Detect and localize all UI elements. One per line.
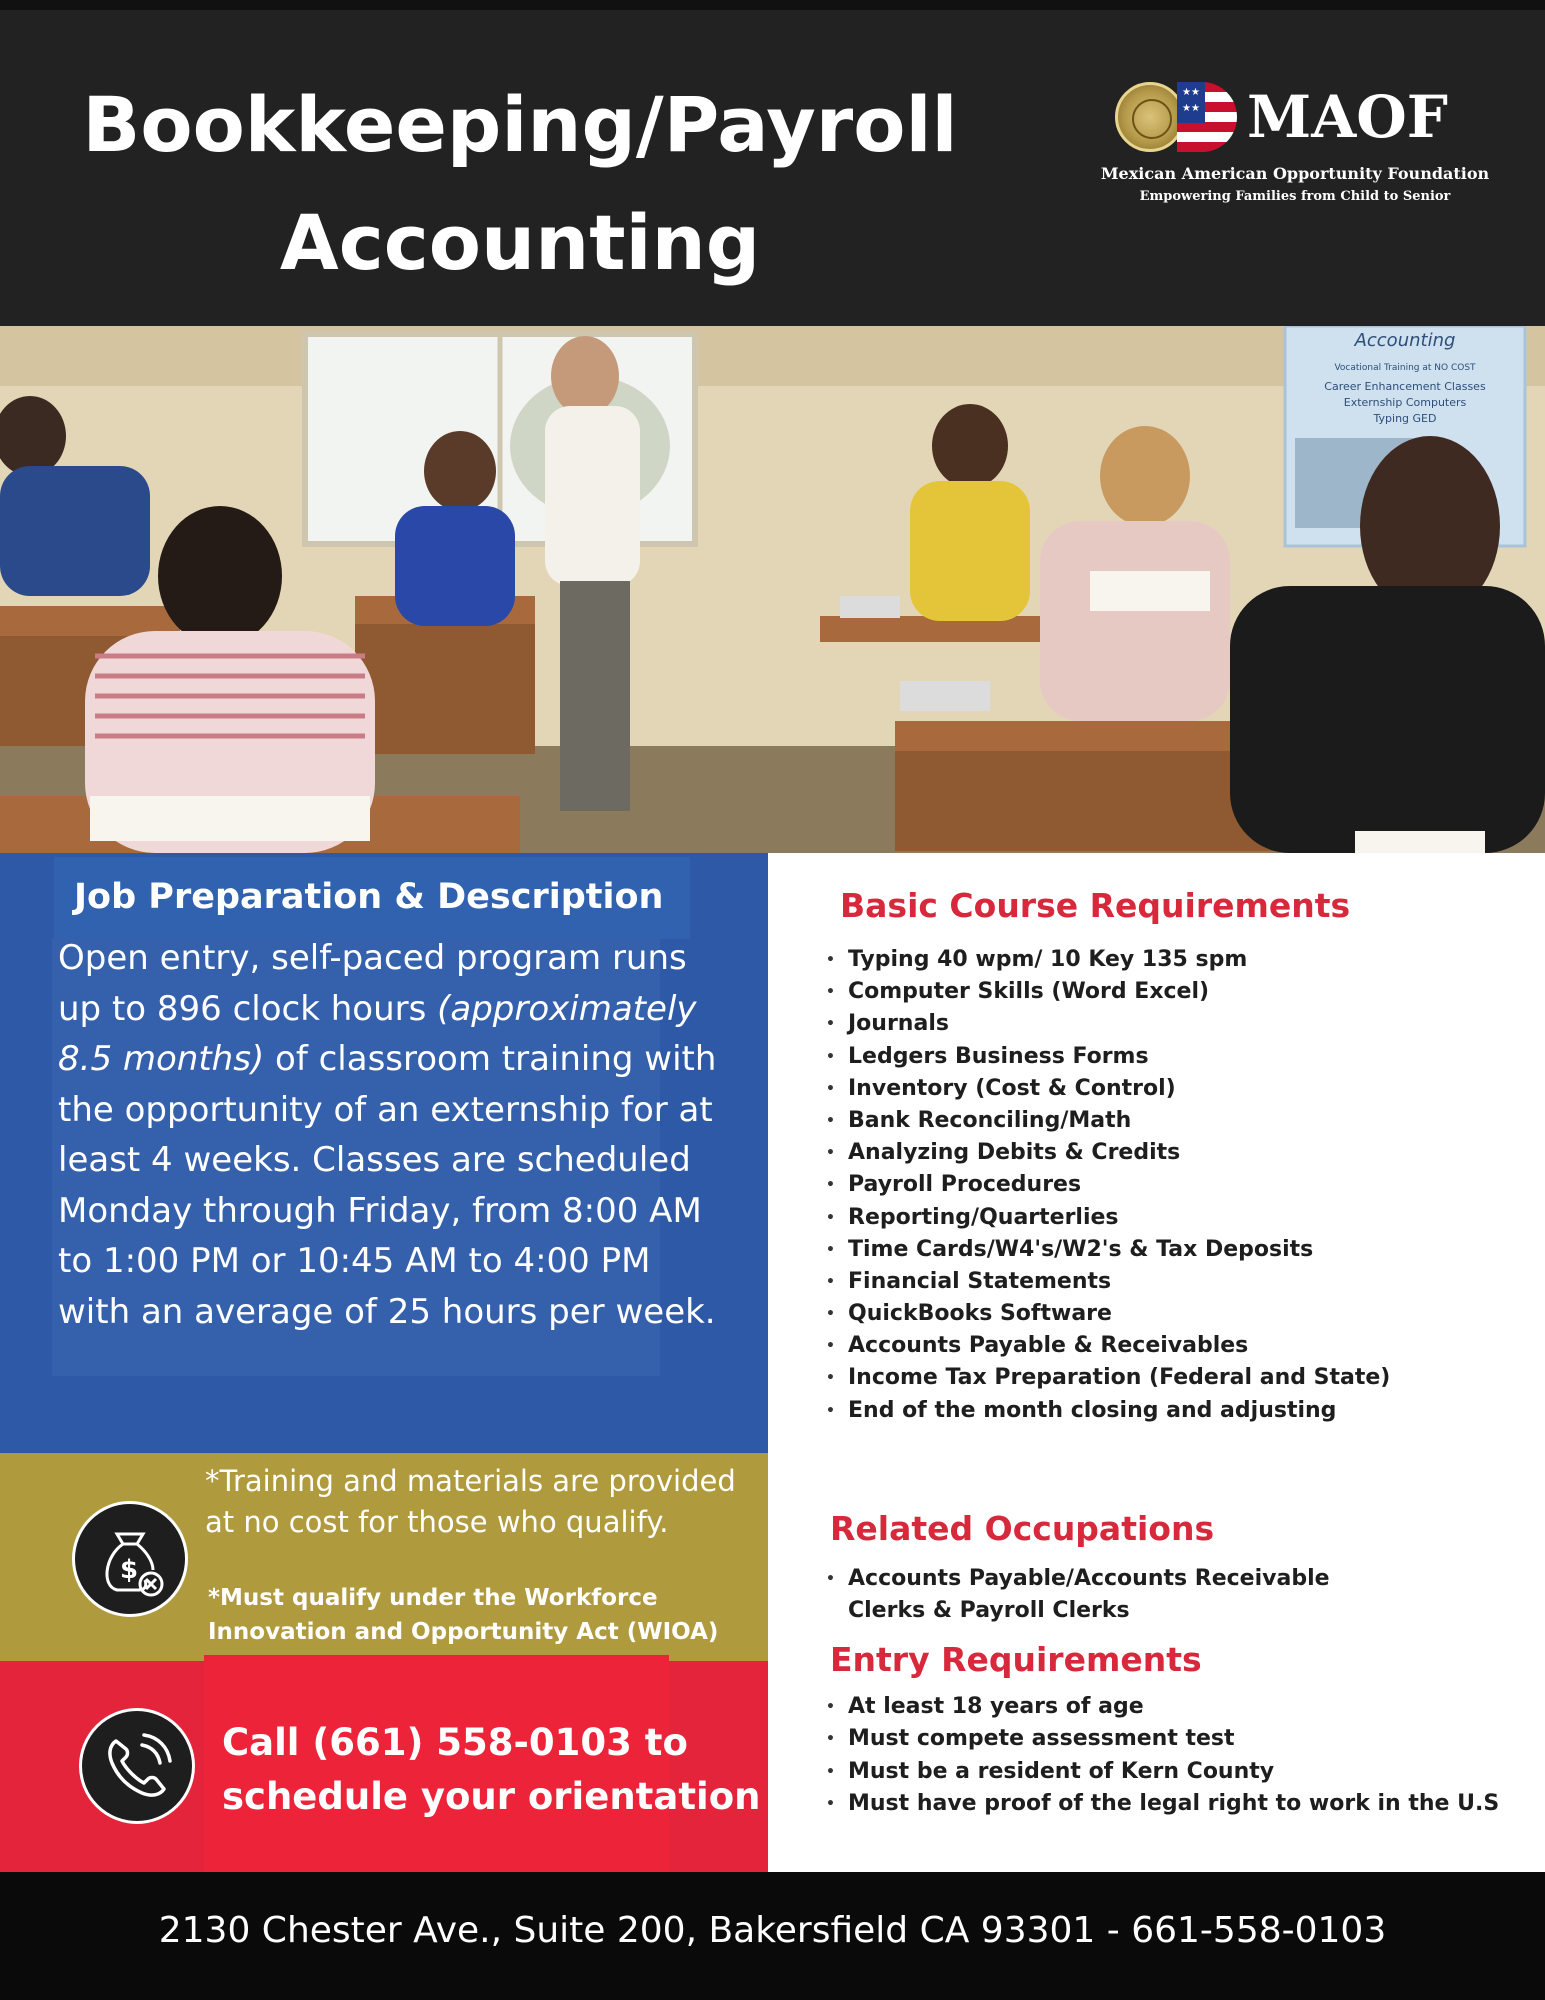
list-item (826, 1563, 1526, 1627)
photo-banner-line-1: Vocational Training at NO COST (1334, 363, 1476, 373)
list-item: • Must compete assessment test (826, 1724, 1526, 1756)
list-item: • QuickBooks Software (826, 1299, 1526, 1331)
list-item: • Payroll Procedures (826, 1170, 1526, 1202)
list-item: • Must be a resident of Kern County (826, 1757, 1526, 1789)
course-requirements-title: Basic Course Requirements (840, 886, 1351, 925)
page-title (40, 66, 1000, 302)
logo-tagline: Empowering Families from Child to Senior (1139, 189, 1451, 204)
job-text-part-1: Open entry, self-paced program runs up to 896 clock hours (58, 938, 687, 1029)
list-item: • At least 18 years of age (826, 1692, 1526, 1724)
course-requirements-list (826, 945, 1526, 1428)
photo-banner-line-3: Externship Computers (1343, 396, 1467, 409)
title-line-2: Accounting (279, 198, 761, 287)
wioa-note: *Must qualify under the Workforce Innovation and Opportunity Act (WIOA) (208, 1585, 719, 1645)
call-line-2: schedule your orientation (222, 1775, 761, 1818)
classroom-photo-illustration (0, 326, 1545, 853)
maof-logo (1085, 78, 1505, 218)
list-item: • Accounts Payable & Receivables (826, 1331, 1526, 1363)
list-item: • Must have proof of the legal right to work in the U.S (826, 1789, 1526, 1821)
list-item: • Inventory (Cost & Control) (826, 1074, 1526, 1106)
job-text-italic: (approximately 8.5 months) (58, 988, 697, 1079)
cost-text: *Training and materials are provided at no cost for those who qualify. (205, 1464, 736, 1539)
list-item: • Ledgers Business Forms (826, 1042, 1526, 1074)
entry-requirements-title: Entry Requirements (830, 1640, 1202, 1679)
list-item: • Financial Statements (826, 1267, 1526, 1299)
phone-icon (79, 1708, 195, 1824)
logo-org-name: Mexican American Opportunity Foundation (1100, 164, 1490, 183)
photo-banner-line-4: Typing GED (1373, 412, 1437, 425)
list-item: • Reporting/Quarterlies (826, 1203, 1526, 1235)
occupation-line-1: • Accounts Payable/Accounts Receivable (848, 1566, 1330, 1591)
list-item: • Typing 40 wpm/ 10 Key 135 spm (826, 945, 1526, 977)
flag-icon (1177, 82, 1237, 152)
job-text-part-2: of classroom training with the opportunity of an externship for at least 4 weeks. Classes are scheduled Monday through Friday, from 8:00 AM to 1:00 PM or 10:45 AM to 4:00 PM with an average of 25 hours per week. (58, 1039, 717, 1332)
call-to-action (222, 1716, 762, 1824)
logo-name: MAOF (1247, 83, 1448, 151)
list-item: • Analyzing Debits & Credits (826, 1138, 1526, 1170)
job-heading: Job Preparation & Description (74, 877, 664, 917)
related-occupations-title: Related Occupations (830, 1509, 1215, 1548)
seal-icon (1115, 82, 1185, 152)
footer-address: 2130 Chester Ave., Suite 200, Bakersfield CA 93301 - 661-558-0103 (158, 1910, 1387, 1951)
occupation-line-2: Clerks & Payroll Clerks (848, 1598, 1130, 1623)
list-item: • Journals (826, 1009, 1526, 1041)
list-item: • Time Cards/W4's/W2's & Tax Deposits (826, 1235, 1526, 1267)
photo-banner-title: Accounting (1354, 330, 1456, 351)
entry-requirements-list (826, 1692, 1526, 1822)
money-bag-icon (72, 1501, 188, 1617)
related-occupations-list (826, 1563, 1526, 1627)
list-item: • End of the month closing and adjusting (826, 1396, 1526, 1428)
list-item: • Computer Skills (Word Excel) (826, 977, 1526, 1009)
svg-text:$: $ (119, 1555, 139, 1585)
title-line-1: Bookkeeping/Payroll (82, 80, 958, 169)
list-item: • Income Tax Preparation (Federal and State) (826, 1363, 1526, 1395)
call-line-1: Call (661) 558-0103 to (222, 1721, 688, 1764)
classroom-photo (0, 326, 1545, 853)
job-description (58, 933, 718, 1337)
list-item: • Bank Reconciling/Math (826, 1106, 1526, 1138)
photo-banner-line-2: Career Enhancement Classes (1324, 380, 1486, 393)
